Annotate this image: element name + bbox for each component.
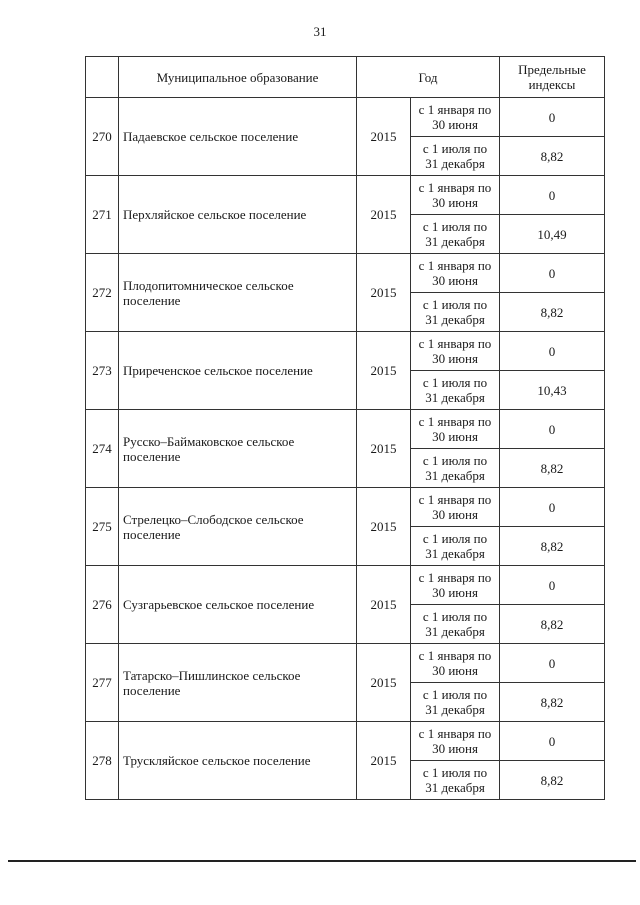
municipality-name: Падаевское сельское поселение	[119, 98, 357, 176]
year-cell: 2015	[357, 410, 411, 488]
table-row	[86, 644, 605, 683]
period-first-half: с 1 января по 30 июня	[411, 332, 500, 371]
period-second-half: с 1 июля по 31 декабря	[411, 683, 500, 722]
period-second-half: с 1 июля по 31 декабря	[411, 137, 500, 176]
period-first-half: с 1 января по 30 июня	[411, 410, 500, 449]
period-first-half: с 1 января по 30 июня	[411, 176, 500, 215]
year-cell: 2015	[357, 722, 411, 800]
row-number: 270	[86, 98, 119, 176]
period-second-half: с 1 июля по 31 декабря	[411, 449, 500, 488]
period-first-half: с 1 января по 30 июня	[411, 566, 500, 605]
period-second-half: с 1 июля по 31 декабря	[411, 293, 500, 332]
row-number: 278	[86, 722, 119, 800]
row-number: 273	[86, 332, 119, 410]
table-row	[86, 98, 605, 137]
index-second-half: 8,82	[500, 137, 605, 176]
table-row	[86, 254, 605, 293]
header-municipality: Муниципальное образование	[119, 57, 357, 98]
index-second-half: 8,82	[500, 761, 605, 800]
municipality-name: Стрелецко–Слободское сельское поселение	[119, 488, 357, 566]
table-row	[86, 332, 605, 371]
year-cell: 2015	[357, 566, 411, 644]
table-row	[86, 488, 605, 527]
footer-divider	[8, 860, 636, 862]
period-first-half: с 1 января по 30 июня	[411, 254, 500, 293]
municipality-name: Трускляйское сельское поселение	[119, 722, 357, 800]
period-first-half: с 1 января по 30 июня	[411, 644, 500, 683]
index-second-half: 10,49	[500, 215, 605, 254]
index-first-half: 0	[500, 644, 605, 683]
municipality-name: Перхляйское сельское поселение	[119, 176, 357, 254]
page-number: 31	[313, 24, 327, 39]
index-second-half: 8,82	[500, 293, 605, 332]
index-second-half: 10,43	[500, 371, 605, 410]
index-first-half: 0	[500, 722, 605, 761]
table-row	[86, 176, 605, 215]
municipality-name: Русско–Баймаковское сельское поселение	[119, 410, 357, 488]
year-cell: 2015	[357, 254, 411, 332]
table-row	[86, 722, 605, 761]
period-first-half: с 1 января по 30 июня	[411, 722, 500, 761]
table-header-row	[86, 57, 605, 98]
year-cell: 2015	[357, 644, 411, 722]
table-body	[86, 98, 605, 800]
period-second-half: с 1 июля по 31 декабря	[411, 371, 500, 410]
index-second-half: 8,82	[500, 449, 605, 488]
period-first-half: с 1 января по 30 июня	[411, 488, 500, 527]
year-cell: 2015	[357, 98, 411, 176]
period-second-half: с 1 июля по 31 декабря	[411, 215, 500, 254]
table-row	[86, 410, 605, 449]
year-cell: 2015	[357, 488, 411, 566]
index-first-half: 0	[500, 254, 605, 293]
period-second-half: с 1 июля по 31 декабря	[411, 605, 500, 644]
index-first-half: 0	[500, 410, 605, 449]
municipality-name: Плодопитомническое сельское поселение	[119, 254, 357, 332]
index-first-half: 0	[500, 332, 605, 371]
index-first-half: 0	[500, 176, 605, 215]
municipality-name: Татарско–Пишлинское сельское поселение	[119, 644, 357, 722]
header-number	[86, 57, 119, 98]
header-year: Год	[357, 57, 500, 98]
index-second-half: 8,82	[500, 527, 605, 566]
year-cell: 2015	[357, 176, 411, 254]
municipality-name: Сузгарьевское сельское поселение	[119, 566, 357, 644]
index-first-half: 0	[500, 566, 605, 605]
year-cell: 2015	[357, 332, 411, 410]
period-first-half: с 1 января по 30 июня	[411, 98, 500, 137]
row-number: 274	[86, 410, 119, 488]
index-second-half: 8,82	[500, 683, 605, 722]
table-row	[86, 566, 605, 605]
index-second-half: 8,82	[500, 605, 605, 644]
index-first-half: 0	[500, 98, 605, 137]
row-number: 276	[86, 566, 119, 644]
tariff-index-table	[85, 56, 605, 800]
header-limit-index: Предельные индексы	[500, 57, 605, 98]
row-number: 271	[86, 176, 119, 254]
period-second-half: с 1 июля по 31 декабря	[411, 761, 500, 800]
period-second-half: с 1 июля по 31 декабря	[411, 527, 500, 566]
row-number: 275	[86, 488, 119, 566]
row-number: 277	[86, 644, 119, 722]
municipality-name: Приреченское сельское поселение	[119, 332, 357, 410]
row-number: 272	[86, 254, 119, 332]
index-first-half: 0	[500, 488, 605, 527]
